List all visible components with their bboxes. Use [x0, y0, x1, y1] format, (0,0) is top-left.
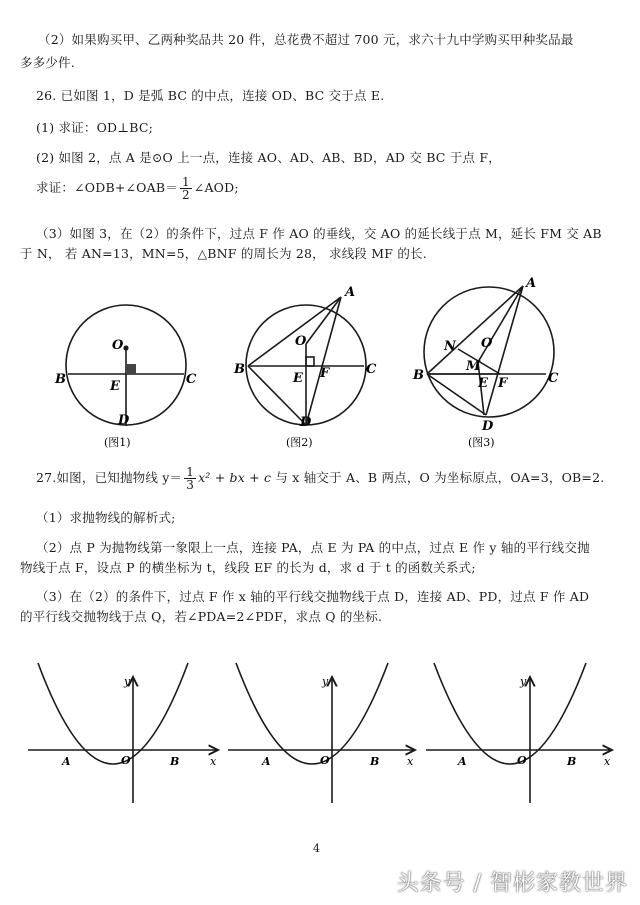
fig1-label-b: B	[55, 372, 66, 387]
q26-part2: (2) 如图 2，点 A 是⊙O 上一点，连接 AO、AD、AB、BD，AD 交 BC 于点 F，	[36, 150, 501, 165]
graph3-parabola	[434, 663, 586, 764]
graph3-label-y: y	[520, 675, 527, 688]
q27-part2-line2: 物线于点 F，设点 P 的横坐标为 t，线段 EF 的长为 d，求 d 于 t 的函数关系式;	[20, 560, 476, 575]
q26-prove-prefix: 求证：∠ODB+∠OAB＝	[36, 180, 178, 195]
fig3-label-b: B	[413, 368, 424, 383]
q27-figures	[0, 655, 640, 815]
q27-part2-line1: （2）点 P 为抛物线第一象限上一点，连接 PA，点 E 为 PA 的中点，过点 E 作 y 轴的平行线交抛	[36, 540, 590, 555]
q25-part2-line2: 多多少件.	[20, 55, 75, 70]
q26-frac-num: 1	[181, 175, 190, 189]
q26-part3-line2: 于 N， 若 AN=13，MN=5，△BNF 的周长为 28， 求线段 MF 的长.	[20, 246, 427, 261]
parabola-graph-1	[28, 663, 218, 803]
fig2-right-angle	[306, 357, 314, 366]
graph1-label-a: A	[62, 755, 71, 768]
figure-1	[66, 305, 186, 426]
fig3-label-d: D	[482, 419, 494, 434]
q27-frac-den: 3	[186, 478, 195, 492]
page-number: 4	[313, 842, 320, 855]
graph3-label-b: B	[567, 755, 577, 768]
graph1-label-o: O	[121, 754, 131, 767]
fig2-label-f: F	[320, 366, 330, 381]
q27-prefix: 27.如图，已知抛物线 y＝	[36, 470, 183, 485]
graph2-label-b: B	[370, 755, 380, 768]
fig2-segment-ao	[306, 297, 341, 344]
fig2-segment-ab	[248, 297, 341, 366]
q27-stem	[36, 466, 604, 491]
graph1-label-y: y	[124, 675, 131, 688]
q27-part3-line1: （3）在（2）的条件下，过点 F 作 x 轴的平行线交抛物线于点 D，连接 AD、PD，过点 F 作 AD	[36, 589, 590, 604]
fig2-label-d: D	[300, 415, 312, 430]
q27-frac-num: 1	[186, 465, 195, 479]
graph1-label-b: B	[170, 755, 180, 768]
fig3-caption: (图3)	[468, 436, 495, 449]
fig3-label-e: E	[478, 376, 488, 391]
figure-2	[246, 297, 366, 425]
q25-part2-line1: （2）如果购买甲、乙两种奖品共 20 件，总花费不超过 700 元，求六十九中学购买甲种奖品最	[38, 32, 574, 47]
fig1-center	[124, 346, 128, 350]
fig2-segment-ad	[306, 297, 341, 425]
fig1-right-angle	[126, 364, 136, 374]
fig1-label-o: O	[112, 338, 124, 353]
q26-part1: (1) 求证：OD⊥BC;	[36, 120, 153, 135]
parabola-graph-3	[426, 663, 612, 803]
fig2-label-e: E	[293, 371, 303, 386]
fig3-label-f: F	[498, 376, 508, 391]
fig1-label-e: E	[110, 379, 120, 394]
fig2-label-a: A	[345, 285, 356, 300]
fig3-label-n: N	[444, 339, 456, 354]
graph1-parabola	[38, 663, 188, 764]
graph2-parabola	[236, 663, 388, 764]
fig1-caption: (图1)	[104, 436, 131, 449]
q27-part1: （1）求抛物线的解析式;	[36, 510, 176, 525]
fig3-label-m: M	[466, 359, 481, 374]
graph2-label-a: A	[262, 755, 271, 768]
fig2-caption: (图2)	[286, 436, 313, 449]
fig3-label-o: O	[481, 336, 493, 351]
fig2-label-b: B	[234, 362, 245, 377]
graph3-label-x: x	[604, 755, 611, 768]
graph3-label-o: O	[517, 754, 527, 767]
q27-suffix: 与 x 轴交于 A、B 两点，O 为坐标原点，OA=3，OB=2.	[271, 470, 605, 485]
q26-prove-suffix: ∠AOD;	[193, 180, 239, 195]
q26-part2-prove	[36, 176, 239, 201]
graph2-label-x: x	[407, 755, 414, 768]
q26-frac-den: 2	[181, 188, 190, 202]
q27-fraction	[184, 466, 196, 491]
q27-part3-line2: 的平行线交抛物线于点 Q，若∠PDA=2∠PDF，求点 Q 的坐标.	[20, 609, 383, 624]
fig1-label-c: C	[186, 372, 197, 387]
graph1-label-x: x	[210, 755, 217, 768]
fig3-label-a: A	[526, 276, 537, 291]
q27-expr: x² + bx + c	[198, 470, 272, 485]
graph2-label-y: y	[322, 675, 329, 688]
q26-stem: 26. 已如图 1，D 是弧 BC 的中点，连接 OD、BC 交于点 E.	[36, 88, 385, 103]
watermark: 头条号 / 智彬家教世界	[396, 871, 628, 896]
q26-figures	[0, 270, 640, 455]
fig3-label-c: C	[548, 371, 559, 386]
fig2-label-c: C	[366, 362, 377, 377]
graph3-label-a: A	[458, 755, 467, 768]
q26-fraction	[180, 176, 192, 201]
fig2-label-o: O	[295, 334, 307, 349]
fig1-label-d: D	[118, 413, 130, 428]
graph2-label-o: O	[320, 754, 330, 767]
q26-part3-line1: （3）如图 3，在（2）的条件下，过点 F 作 AO 的垂线，交 AO 的延长线于点 M，延长 FM 交 AB	[36, 226, 602, 241]
